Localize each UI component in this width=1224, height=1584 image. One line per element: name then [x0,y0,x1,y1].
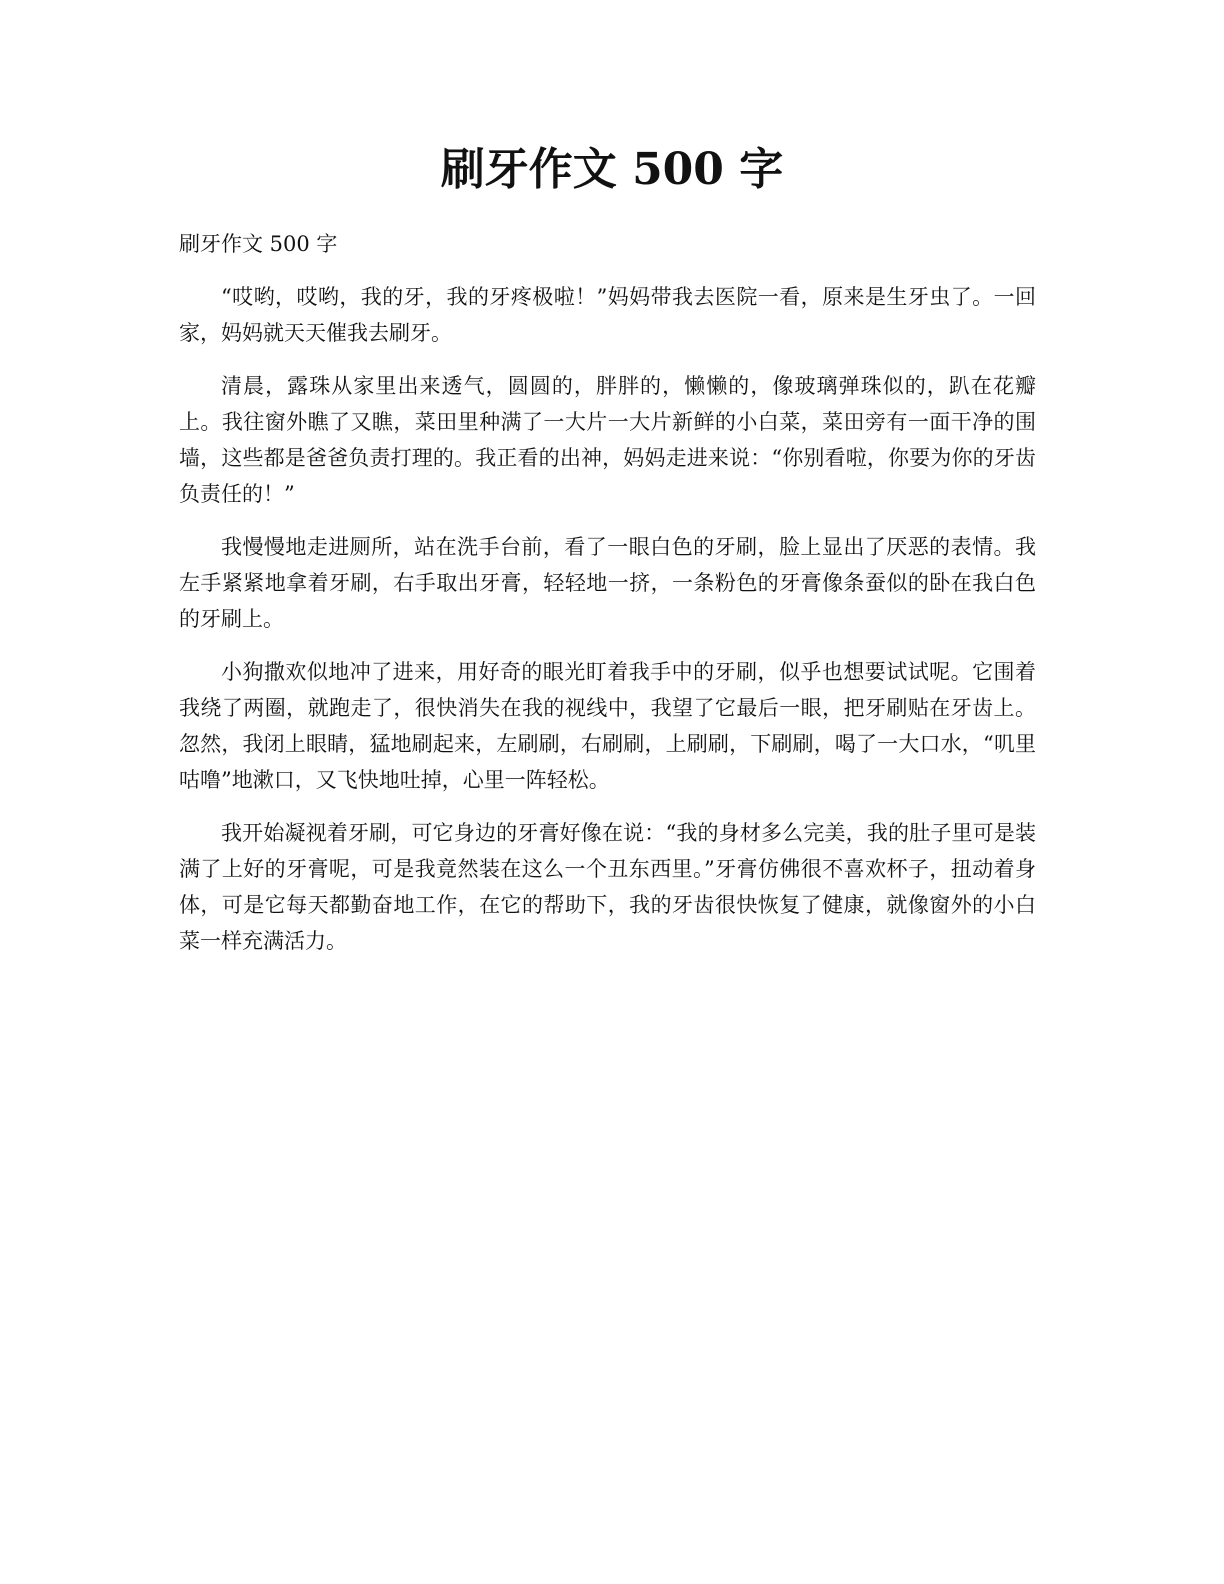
paragraph-5: 我开始凝视着牙刷，可它身边的牙膏好像在说：“我的身材多么完美，我的肚子里可是装满了上好的牙膏呢，可是我竟然装在这么一个丑东西里。”牙膏仿佛很不喜欢杯子，扭动着身体，可是它每天都勤奋地工作，在它的帮助下，我的牙齿很快恢复了健康，就像窗外的小白菜一样充满活力。 [179,821,1036,953]
paragraph-1: “哎哟，哎哟，我的牙，我的牙疼极啦！”妈妈带我去医院一看，原来是生牙虫了。一回家，妈妈就天天催我去刷牙。 [179,285,1036,345]
paragraph-4: 小狗撒欢似地冲了进来，用好奇的眼光盯着我手中的牙刷，似乎也想要试试呢。它围着我绕了两圈，就跑走了，很快消失在我的视线中，我望了它最后一眼，把牙刷贴在牙齿上。忽然，我闭上眼睛，猛地刷起来，左刷刷，右刷刷，上刷刷，下刷刷，喝了一大口水，“叽里咕噜”地漱口，又飞快地吐掉，心里一阵轻松。 [179,660,1036,792]
paragraph-2: 清晨，露珠从家里出来透气，圆圆的，胖胖的，懒懒的，像玻璃弹珠似的，趴在花瓣上。我往窗外瞧了又瞧，菜田里种满了一大片一大片新鲜的小白菜，菜田旁有一面干净的围墙，这些都是爸爸负责打理的。我正看的出神，妈妈走进来说：“你别看啦，你要为你的牙齿负责任的！” [179,374,1036,506]
paragraph-3: 我慢慢地走进厕所，站在洗手台前，看了一眼白色的牙刷，脸上显出了厌恶的表情。我左手紧紧地拿着牙刷，右手取出牙膏，轻轻地一挤，一条粉色的牙膏像条蚕似的卧在我白色的牙刷上。 [179,535,1036,631]
document-title: 刷牙作文 500 字 [440,144,784,195]
document-subtitle: 刷牙作文 500 字 [179,232,338,256]
document-body [179,226,1036,976]
